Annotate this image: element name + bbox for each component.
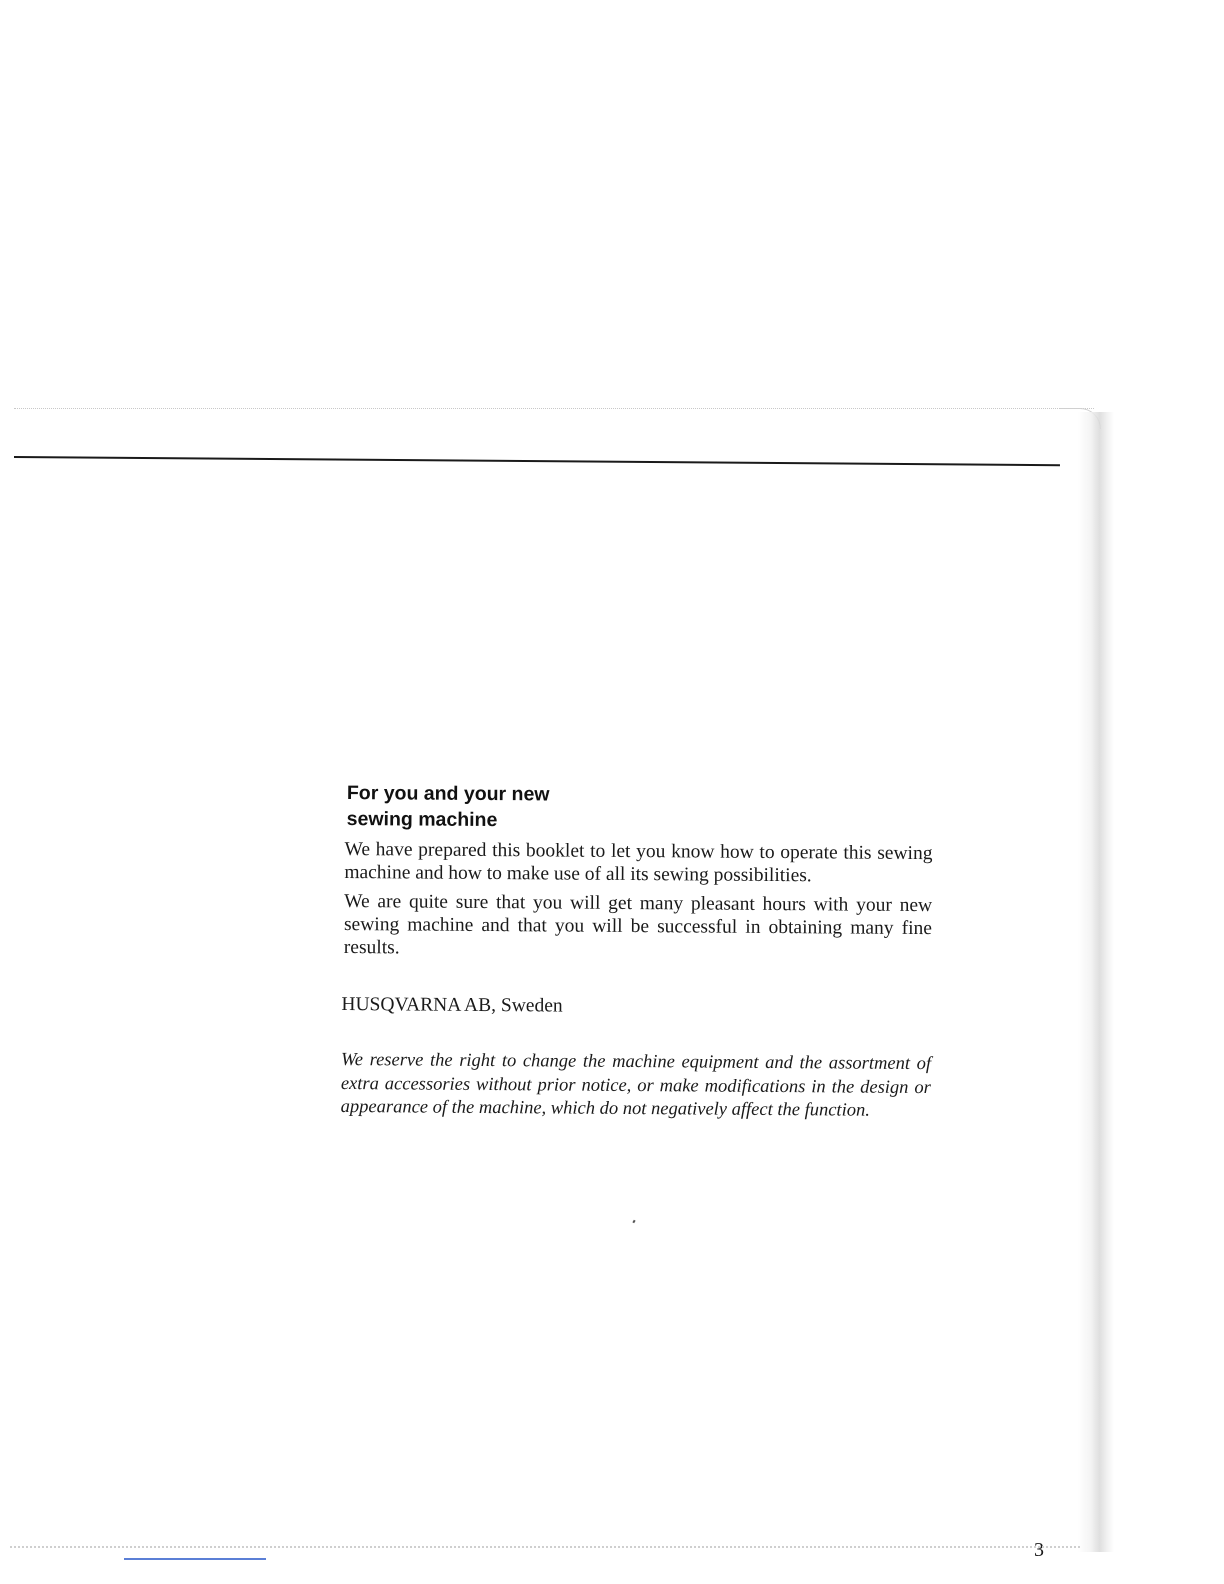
page-edge-shadow (1078, 412, 1114, 1552)
disclaimer-text: We reserve the right to change the machine equipment and the assortment of extra accessories without prior notice, or make modifications in the design or appearance of the machine, which do not negatively affect the function. (340, 1049, 932, 1121)
scan-speck (632, 1220, 635, 1224)
intro-paragraph-2: We are quite sure that you will get many pleasant hours with your new sewing machine and that you will be successful in obtaining many fine results. (343, 891, 933, 959)
horizontal-rule (14, 456, 1060, 466)
bottom-accent-line (124, 1558, 266, 1560)
section-heading (347, 780, 933, 836)
scan-artifact-bottom-line (10, 1546, 1080, 1548)
company-signature: HUSQVARNA AB, Sweden (341, 993, 563, 1017)
intro-section (341, 780, 933, 1124)
intro-paragraph-1: We have prepared this booklet to let you know how to operate this sewing machine and how to make use of all its sewing possibilities. (344, 839, 933, 887)
heading-line-1: For you and your new (346, 782, 550, 806)
page-number: 3 (1034, 1539, 1044, 1561)
heading-line-2: sewing machine (346, 808, 498, 832)
scan-artifact-line (14, 408, 1094, 409)
